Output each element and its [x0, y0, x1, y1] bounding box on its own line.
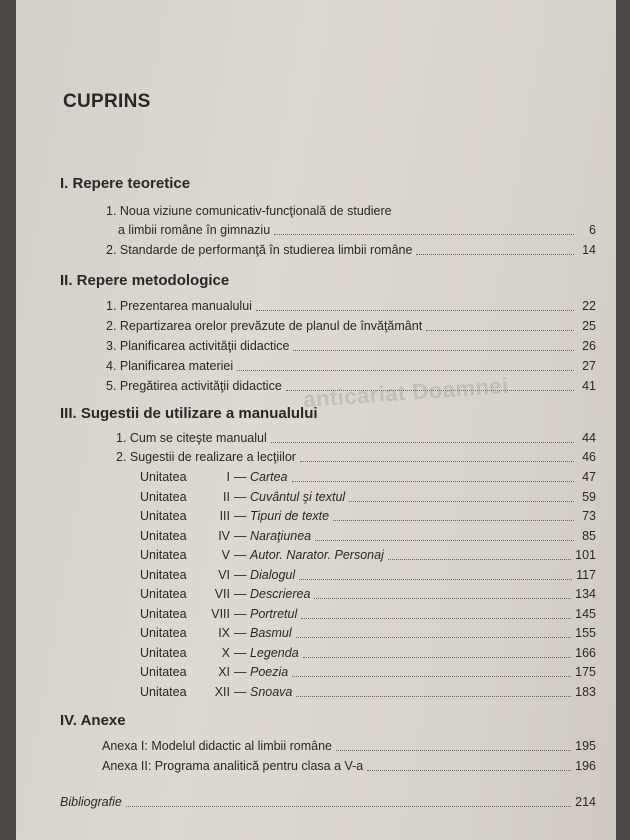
leader-dots [367, 770, 571, 771]
toc-entry-text: 2. Sugestii de realizare a lecţiilor [116, 450, 296, 464]
toc-page-number: 196 [575, 759, 596, 773]
toc-entry-text: 3. Planificarea activităţii didactice [106, 339, 290, 353]
toc-entry [116, 447, 596, 465]
leader-dots [301, 618, 571, 619]
toc-entry [118, 220, 596, 238]
section-heading-1: I. Repere teoretice [60, 175, 191, 192]
toc-entry-text: Unitatea I — Cartea [140, 470, 288, 484]
leader-dots [126, 806, 571, 807]
toc-entry-text: Unitatea XI — Poezia [140, 665, 289, 679]
unit-title: Snoava [249, 684, 293, 699]
leader-dots [303, 657, 571, 658]
toc-unit-entry [140, 662, 596, 680]
toc-page-number: 46 [582, 450, 596, 464]
leader-dots [388, 559, 571, 560]
watermark: anticariat Doamnei [302, 372, 510, 413]
toc-unit-entry [140, 565, 596, 583]
unit-label: Unitatea [140, 509, 187, 523]
unit-title: Cartea [249, 470, 288, 484]
toc-page-number: 41 [582, 379, 596, 393]
unit-label: Unitatea [140, 665, 187, 679]
leader-dots [336, 750, 571, 751]
unit-title: Cuvântul şi textul [249, 489, 346, 504]
toc-entry-text: 5. Pregătirea activităţii didactice [106, 379, 282, 393]
leader-dots [256, 310, 574, 311]
unit-title: Tipuri de texte [249, 509, 330, 523]
leader-dots [315, 540, 574, 541]
toc-entry [106, 336, 596, 354]
unit-title: Poezia [249, 665, 289, 679]
toc-page-number: 44 [582, 431, 596, 445]
toc-page-number: 25 [582, 319, 596, 333]
toc-entry-text: 1. Cum se citeşte manualul [116, 431, 267, 445]
toc-entry-text: 4. Planificarea materiei [106, 359, 234, 373]
unit-title: Basmul [249, 626, 292, 640]
toc-page-number: 166 [575, 645, 596, 660]
toc-page-number: 214 [575, 795, 596, 809]
unit-label: Unitatea [140, 684, 187, 699]
leader-dots [299, 579, 572, 580]
unit-roman: I [226, 470, 230, 484]
toc-entry [116, 428, 596, 446]
toc-page-number: 59 [582, 489, 596, 504]
toc-entry-text: Unitatea XII — Snoava [140, 684, 293, 699]
unit-label: Unitatea [140, 528, 187, 543]
leader-dots [349, 501, 574, 502]
toc-entry-text: Unitatea V — Autor. Narator. Personaj [140, 548, 384, 562]
toc-unit-entry [140, 584, 596, 602]
toc-entry [106, 296, 596, 314]
toc-entry-text: Unitatea III — Tipuri de texte [140, 509, 330, 523]
toc-unit-entry [140, 467, 596, 485]
toc-entry [102, 736, 596, 754]
toc-entry-text: Unitatea II — Cuvântul şi textul [140, 489, 346, 504]
leader-dots [300, 461, 574, 462]
unit-roman: X [221, 645, 230, 660]
unit-title: Dialogul [249, 567, 296, 582]
toc-entry-text: Anexa I: Modelul didactic al limbii române [102, 739, 332, 753]
unit-label: Unitatea [140, 587, 187, 601]
toc-entry-text: a limbii române în gimnaziu [118, 223, 271, 237]
unit-title: Portretul [249, 606, 298, 621]
unit-title: Naraţiunea [249, 528, 312, 543]
toc-page-number: 27 [582, 359, 596, 373]
toc-page-number: 73 [582, 509, 596, 523]
unit-roman: XII [214, 684, 230, 699]
toc-page-number: 47 [582, 470, 596, 484]
leader-dots [416, 254, 574, 255]
toc-page-number: 195 [575, 739, 596, 753]
leader-dots [314, 598, 571, 599]
section-heading-2: II. Repere metodologice [60, 272, 230, 289]
toc-entry-text: Unitatea IX — Basmul [140, 626, 292, 640]
leader-dots [296, 637, 571, 638]
toc-entry-text: 1. Noua viziune comunicativ-funcţională de studiere [106, 204, 392, 218]
toc-page-number: 22 [582, 299, 596, 313]
page-title: CUPRINS [63, 91, 151, 112]
leader-dots [271, 442, 574, 443]
section-heading-3: III. Sugestii de utilizare a manualului [60, 405, 318, 422]
toc-page-number: 117 [576, 567, 596, 582]
unit-label: Unitatea [140, 567, 187, 582]
toc-unit-entry [140, 526, 596, 544]
toc-page-number: 134 [575, 587, 596, 601]
toc-unit-entry [140, 643, 596, 661]
unit-label: Unitatea [140, 645, 187, 660]
toc-entry-text: Unitatea X — Legenda [140, 645, 299, 660]
toc-page-number: 145 [575, 606, 596, 621]
unit-roman: VIII [211, 606, 230, 621]
unit-roman: III [219, 509, 230, 523]
toc-page-number: 101 [575, 548, 596, 562]
toc-unit-entry [140, 506, 596, 524]
toc-page-number: 6 [589, 223, 596, 237]
toc-entry-text: 2. Repartizarea orelor prevăzute de planul de învăţământ [106, 319, 423, 333]
leader-dots [237, 370, 574, 371]
toc-entry-text: Unitatea VI — Dialogul [140, 567, 296, 582]
book-page [16, 0, 616, 840]
toc-entry-text: Bibliografie [60, 795, 122, 809]
toc-unit-entry [140, 604, 596, 622]
toc-page-number: 155 [575, 626, 596, 640]
toc-entry-text: 1. Prezentarea manualului [106, 299, 252, 313]
toc-entry [102, 756, 596, 774]
toc-unit-entry [140, 623, 596, 641]
unit-roman: XI [218, 665, 230, 679]
unit-roman: VI [218, 567, 230, 582]
leader-dots [292, 676, 571, 677]
leader-dots [426, 330, 574, 331]
toc-unit-entry [140, 545, 596, 563]
toc-unit-entry [140, 682, 596, 700]
toc-unit-entry [140, 487, 596, 505]
toc-page-number: 14 [582, 243, 596, 257]
unit-title: Autor. Narator. Personaj [249, 548, 384, 562]
unit-roman: IV [218, 528, 230, 543]
unit-label: Unitatea [140, 470, 187, 484]
toc-page-number: 85 [582, 528, 596, 543]
unit-label: Unitatea [140, 548, 187, 562]
toc-page-number: 26 [582, 339, 596, 353]
toc-entry [106, 356, 596, 374]
toc-entry-text: Unitatea VII — Descrierea [140, 587, 311, 601]
leader-dots [292, 481, 574, 482]
unit-title: Legenda [249, 645, 299, 660]
toc-entry-text: Anexa II: Programa analitică pentru clasa a V-a [102, 759, 364, 773]
unit-label: Unitatea [140, 489, 187, 504]
unit-label: Unitatea [140, 606, 187, 621]
toc-entry-bibliography [60, 792, 596, 810]
toc-entry [106, 240, 596, 258]
toc-entry-text: 2. Standarde de performanţă în studierea limbii române [106, 243, 413, 257]
leader-dots [293, 350, 574, 351]
toc-page-number: 175 [575, 665, 596, 679]
toc-entry [106, 316, 596, 334]
unit-title: Descrierea [249, 587, 311, 601]
unit-label: Unitatea [140, 626, 187, 640]
toc-entry-text: Unitatea IV — Naraţiunea [140, 528, 312, 543]
leader-dots [296, 696, 571, 697]
unit-roman: VII [214, 587, 230, 601]
section-heading-4: IV. Anexe [60, 712, 126, 729]
leader-dots [274, 234, 574, 235]
leader-dots [333, 520, 574, 521]
unit-roman: II [223, 489, 230, 504]
unit-roman: V [221, 548, 230, 562]
toc-page-number: 183 [575, 684, 596, 699]
unit-roman: IX [218, 626, 230, 640]
toc-entry-text: Unitatea VIII — Portretul [140, 606, 298, 621]
